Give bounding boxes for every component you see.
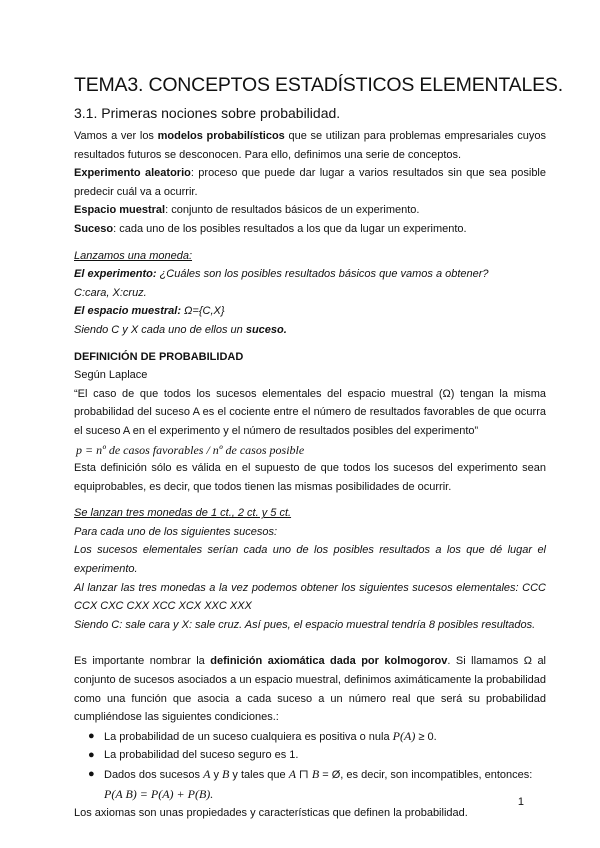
page-title: TEMA3. CONCEPTOS ESTADÍSTICOS ELEMENTALES. <box>74 74 563 96</box>
laplace-formula: p = nº de casos favorables / nº de casos posible <box>76 442 305 457</box>
axiom-list <box>74 727 546 804</box>
definition-experimento: Experimento aleatorio: proceso que puede dar lugar a varios resultados sin que sea posible predecir cuál va a ocurrir. <box>74 167 546 198</box>
definition-sub: Según Laplace <box>74 369 148 382</box>
document-page <box>74 74 563 823</box>
intro-paragraph: Vamos a ver los modelos probabilísticos que se utilizan para problemas empresariales cuyos resultados futuros se desconocen. Para ello, definimos una serie de conceptos. <box>74 130 546 161</box>
bullet-icon: ● <box>88 749 95 762</box>
definition-note: Esta definición sólo es válida en el supuesto de que todos los sucesos del experimento sean equiprobables, es decir, que todos tienen las mismas posibilidades de ocurrir. <box>74 462 546 493</box>
list-item: ● La probabilidad del suceso seguro es 1. <box>74 746 546 765</box>
example1-heading: Lanzamos una moneda: <box>74 249 193 262</box>
axiomatic-paragraph: Es importante nombrar la definición axiomática dada por kolmogorov. Si llamamos Ω al conjunto de sucesos asociados a un espacio muestral, definimos aximáticamente la probabilidad como una función que asocia a cada suceso a un número real que será su probabilidad cumpliéndose las siguientes condiciones.: <box>74 655 547 724</box>
axiom-closing: Los axiomas son unas propiedades y características que definen la probabilidad. <box>74 807 468 820</box>
definition-suceso: Suceso: cada uno de los posibles resultados a los que da lugar un experimento. <box>74 222 467 235</box>
example2-heading: Se lanzan tres monedas de 1 ct., 2 ct. y 5 ct. <box>74 507 292 520</box>
example2-line1: Para cada uno de los siguientes sucesos: <box>74 525 278 538</box>
list-item: ● La probabilidad de un suceso cualquiera es positiva o nula P(A) ≥ 0. <box>74 727 546 747</box>
laplace-quote: “El caso de que todos los sucesos elementales del espacio muestral (Ω) tengan la misma probabilidad del suceso A es el cociente entre el número de resultados favorables de que ocurra el suceso A en el experimento y el número de resultados posibles del experimento” <box>74 387 546 437</box>
example1-experiment: El experimento: ¿Cuáles son los posibles resultados básicos que vamos a obtener? <box>74 268 489 281</box>
example1-results: C:cara, X:cruz. <box>74 286 147 299</box>
example2-line2: Los sucesos elementales serían cada uno de los posibles resultados a los que dé lugar el experimento. <box>74 544 546 576</box>
example2-line3: Al lanzar las tres monedas a la vez podemos obtener los siguientes sucesos elementales: CCC CCX CXC CXX XCC XCX XXC XXX <box>74 581 546 613</box>
page-number: 1 <box>517 796 524 808</box>
example1-sucesos: Siendo C y X cada uno de ellos un suceso. <box>74 323 287 336</box>
section-heading: 3.1. Primeras nociones sobre probabilidad. <box>74 105 341 121</box>
bullet-icon: ● <box>88 768 95 780</box>
definition-heading: DEFINICIÓN DE PROBABILIDAD <box>74 350 244 363</box>
list-item: ● Dados dos sucesos A y B y tales que A ⊓ B = Ø, es decir, son incompatibles, entonces: P(A B) = P(A) + P(B). <box>88 767 533 801</box>
example2-line4: Siendo C: sale cara y X: sale cruz. Así pues, el espacio muestral tendría 8 posibles resultados. <box>74 618 536 631</box>
bullet-icon: ● <box>88 729 95 742</box>
example1-space: El espacio muestral: Ω={C,X} <box>74 305 225 318</box>
definition-espacio: Espacio muestral: conjunto de resultados básicos de un experimento. <box>74 204 420 217</box>
